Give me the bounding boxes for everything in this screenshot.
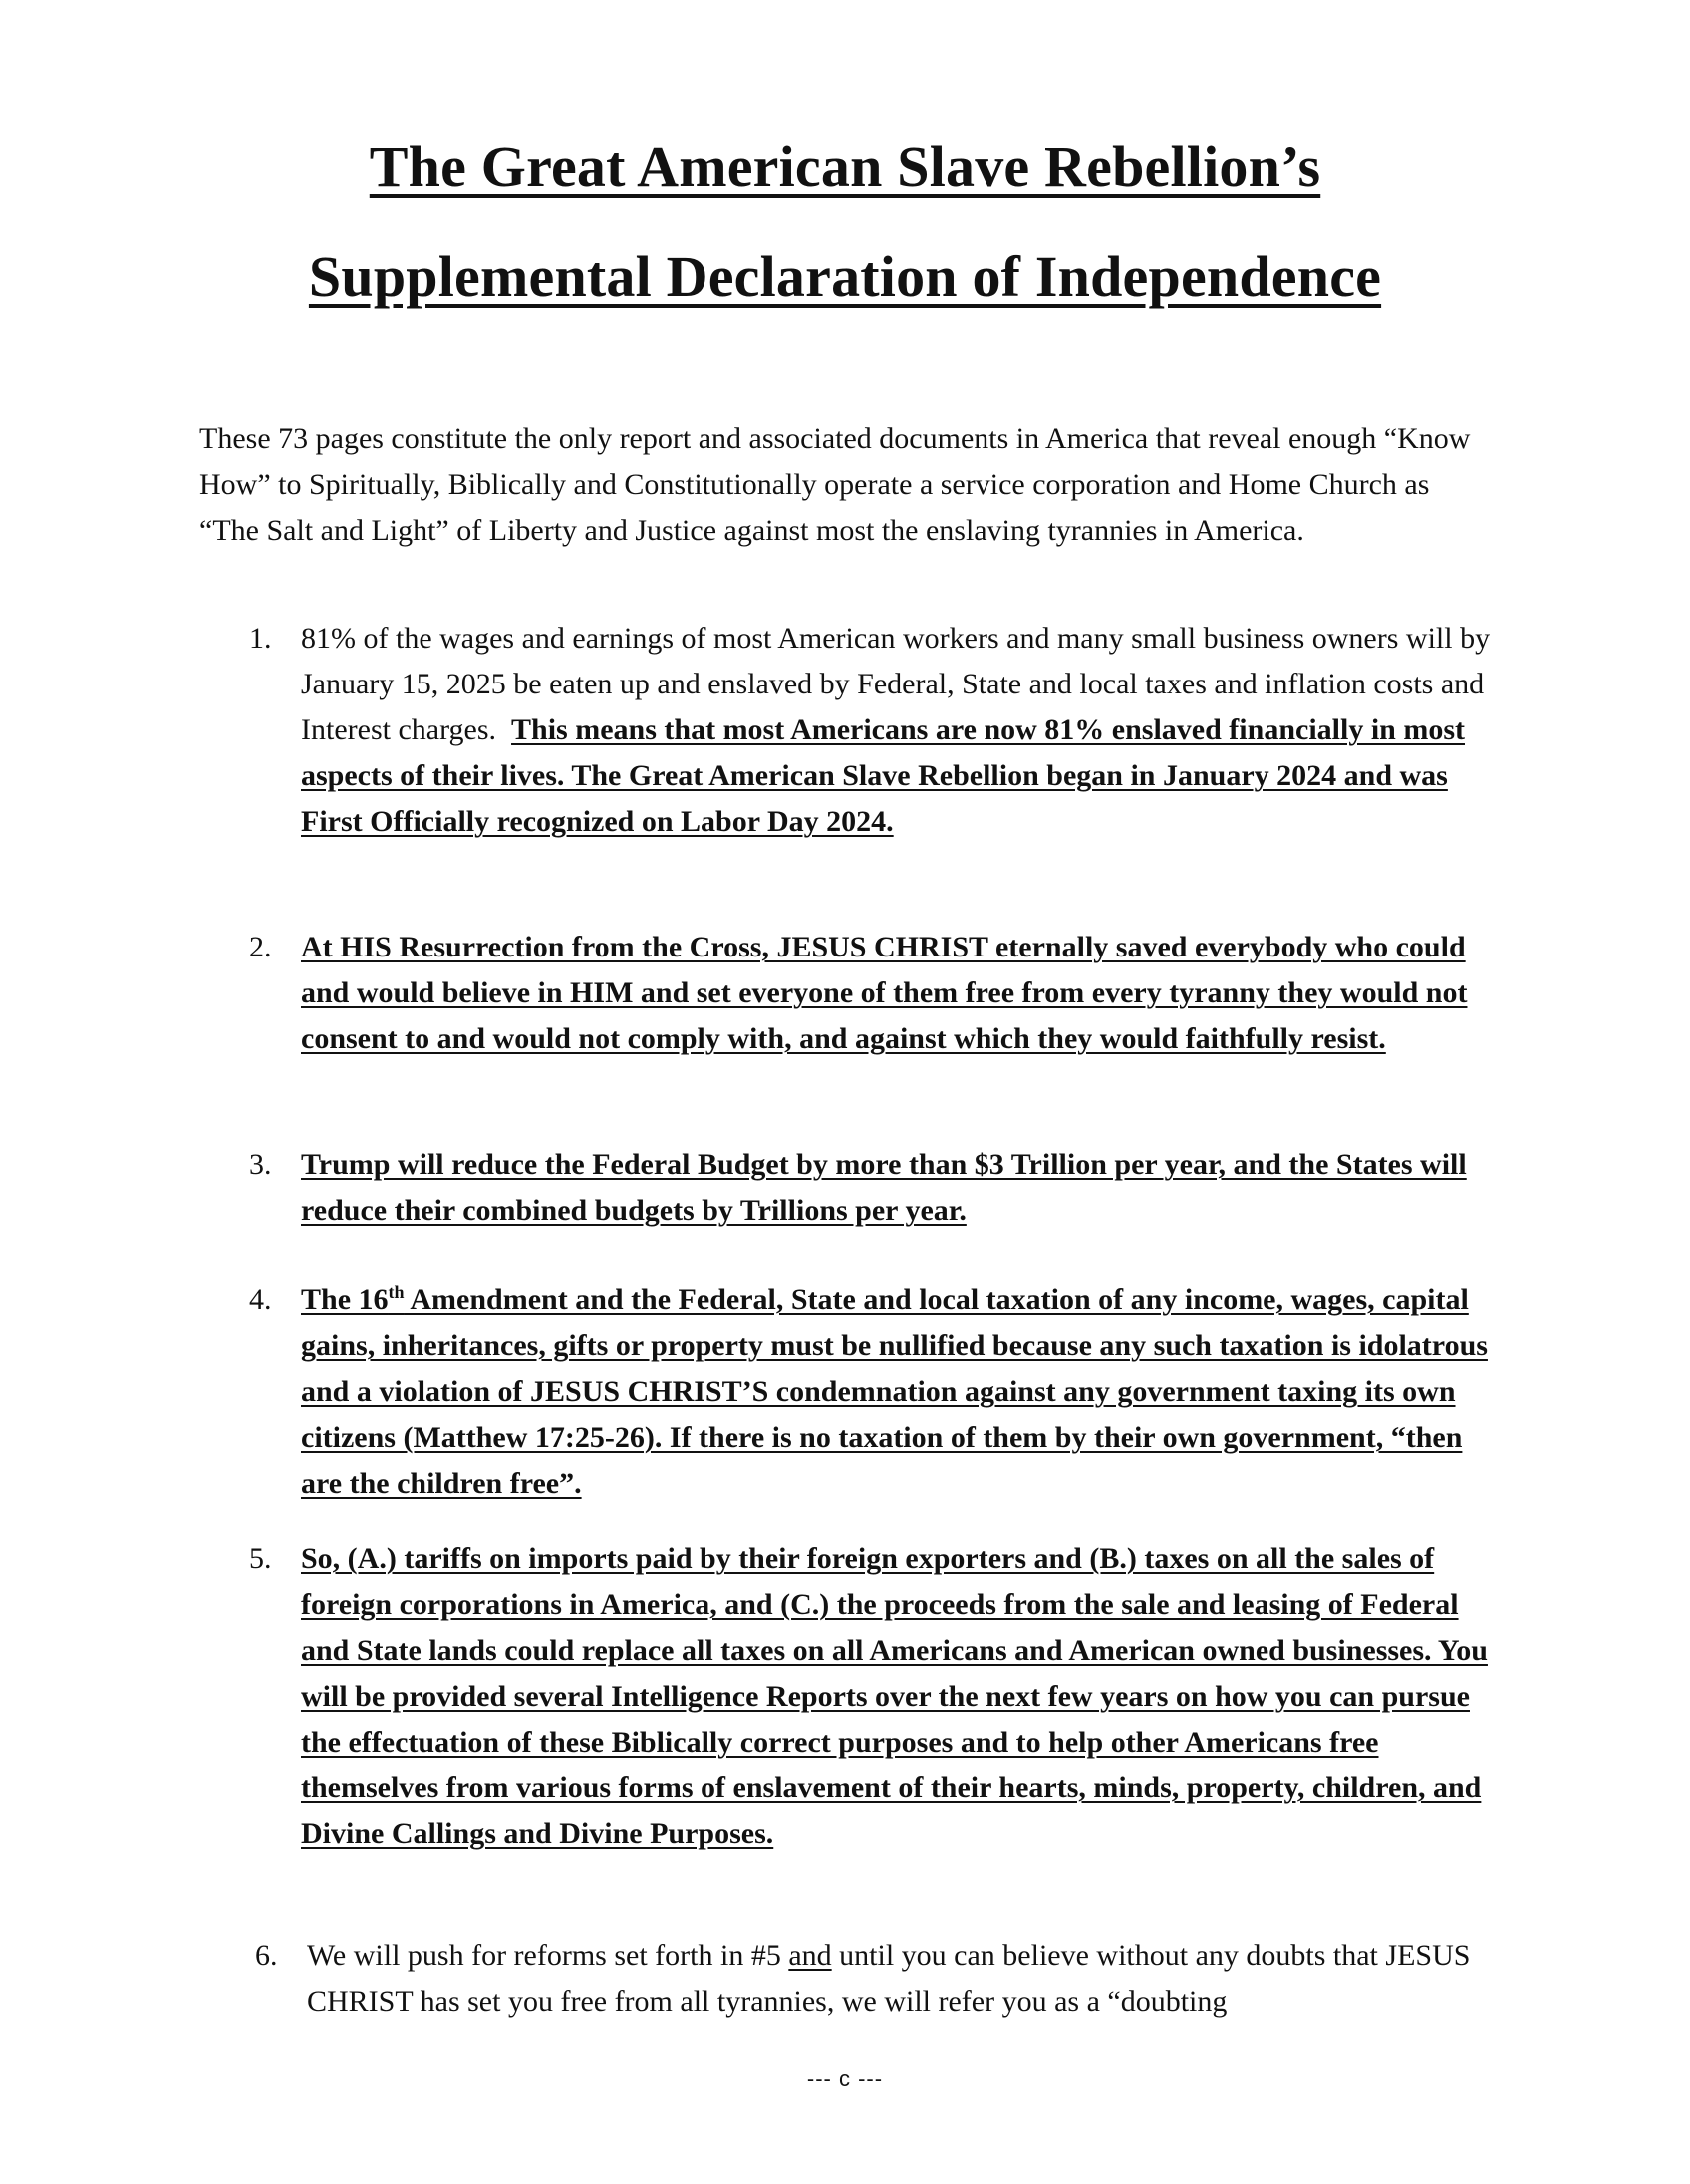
list-number: 3. xyxy=(249,1148,272,1181)
list-item-emphasis-start: The 16 xyxy=(301,1283,389,1316)
list-item-6 xyxy=(255,1933,1501,2033)
list-item-5 xyxy=(249,1536,1505,1895)
list-item-2 xyxy=(249,925,1495,1104)
list-item-plain-text: We will push for reforms set forth in #5 xyxy=(307,1939,789,1972)
ordinal-superscript: th xyxy=(388,1282,405,1302)
list-item-3 xyxy=(249,1142,1495,1231)
list-item-body xyxy=(301,1142,1497,1233)
list-item-emphasis-rest: Amendment and the Federal, State and local taxation of any income, wages, capital gains, inheritances, gifts or property must be nullified because any such taxation is idolatrous and a violation of JESUS CHRIST’S condemnation against any government taxing its own citizens (Matthew 17:25-26). If there is no taxation of them by their own government, “then are the children free”. xyxy=(301,1283,1488,1500)
list-item-emphasis: Trump will reduce the Federal Budget by more than $3 Trillion per year, and the States will reduce their combined budgets by Trillions per year. xyxy=(301,1148,1467,1227)
list-item-emphasis: This means that most Americans are now 81% enslaved financially in most aspects of their lives. The Great American Slave Rebellion began in January 2024 and was First Officially recognized on Labor Day 2024. xyxy=(301,713,1465,838)
underlined-word: and xyxy=(788,1939,832,1972)
list-item-4 xyxy=(249,1277,1495,1506)
list-item-body xyxy=(301,616,1497,845)
list-item-emphasis: At HIS Resurrection from the Cross, JESUS CHRIST eternally saved everybody who could and would believe in HIM and set everyone of them free from every tyranny they would not consent to and would not comply with, and against which they would faithfully resist. xyxy=(301,931,1468,1055)
list-number: 5. xyxy=(249,1542,272,1575)
list-item-emphasis xyxy=(301,1283,1488,1500)
document-title-line-1: The Great American Slave Rebellion’s xyxy=(369,135,1321,199)
list-item-1 xyxy=(249,616,1495,885)
list-number: 6. xyxy=(255,1939,278,1972)
list-item-emphasis: So, (A.) tariffs on imports paid by their foreign exporters and (B.) taxes on all the sales of foreign corporations in America, and (C.) the proceeds from the sale and leasing of Federal and State lands could replace all taxes on all Americans and American owned businesses. You will be provided several Intelligence Reports over the next few years on how you can pursue the effectuation of these Biblically correct purposes and to help other Americans free themselves from various forms of enslavement of their hearts, minds, property, children, and Divine Callings and Divine Purposes. xyxy=(301,1542,1488,1850)
list-item-plain-text: 81% of the wages and earnings of most American workers and many small business owners will by January 15, 2025 be eaten up and enslaved by Federal, State and local taxes and inflation costs and Interest charges. xyxy=(301,622,1491,746)
intro-paragraph: These 73 pages constitute the only report and associated documents in America that reveal enough “Know How” to Spiritually, Biblically and Constitutionally operate a service corporation and Home Church as “The Salt and Light” of Liberty and Justice against most the enslaving tyrannies in America. xyxy=(199,422,1471,547)
list-item-body xyxy=(301,925,1497,1062)
list-number: 2. xyxy=(249,931,272,963)
list-item-plain-text-continued: until you can believe without any doubts that JESUS CHRIST has set you free from all tyrannies, we will refer you as a “doubting xyxy=(307,1939,1471,2018)
list-item-body xyxy=(301,1536,1507,1857)
list-number: 4. xyxy=(249,1283,272,1316)
page-footer-marker: --- c --- xyxy=(806,2066,884,2091)
document-title-line-2: Supplemental Declaration of Independence xyxy=(308,244,1382,309)
list-item-body xyxy=(301,1277,1497,1506)
list-number: 1. xyxy=(249,622,272,655)
list-item-body xyxy=(307,1933,1503,2025)
